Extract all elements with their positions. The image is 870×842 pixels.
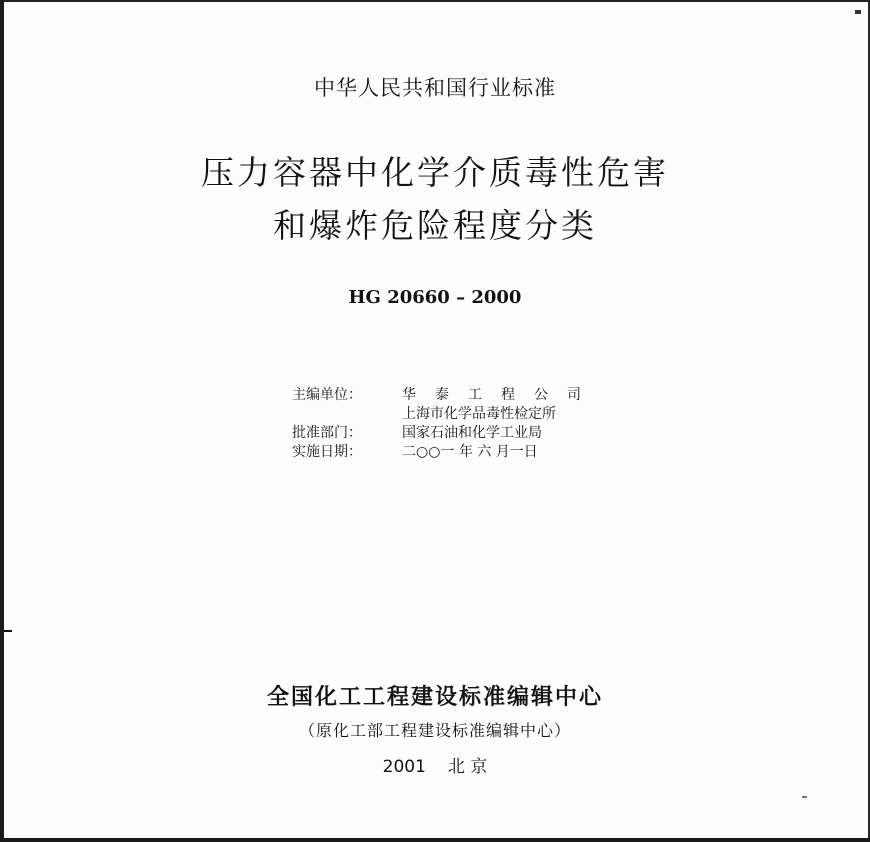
scan-speck-top (855, 10, 861, 14)
document-metadata (292, 386, 600, 462)
editor-label: 主编单位： (292, 387, 362, 403)
scan-edge-bottom (0, 838, 870, 842)
meta-row-effective (292, 443, 600, 462)
publication-city: 北 京 (447, 757, 488, 777)
editor-unit-1: 华泰工程公司 (402, 387, 600, 403)
scan-mark-left (4, 630, 12, 632)
document-title-line-2: 和爆炸危险程度分类 (273, 206, 597, 245)
approver-label: 批准部门： (292, 425, 362, 441)
scan-speck-bottom (802, 796, 807, 798)
standard-type-header: 中华人民共和国行业标准 (314, 76, 556, 100)
publication-place (0, 752, 870, 777)
publisher-name: 全国化工工程建设标准编辑中心 (266, 685, 603, 710)
scan-edge-left (0, 0, 4, 842)
effective-label: 实施日期： (292, 444, 362, 460)
meta-row-editor (292, 386, 600, 405)
scan-edge-top (0, 0, 870, 2)
publication-year: 2001 (382, 757, 426, 777)
editor-unit-2: 上海市化学品毒性检定所 (402, 406, 556, 422)
meta-row-editor-2 (292, 405, 600, 424)
meta-row-approver (292, 424, 600, 443)
approver-value: 国家石油和化学工业局 (402, 425, 542, 441)
document-title-line-1: 压力容器中化学介质毒性危害 (201, 153, 669, 192)
publisher-former-name: （原化工部工程建设标准编辑中心） (298, 721, 571, 740)
standard-code: HG 20660 – 2000 (348, 287, 522, 308)
effective-date: 二○○一 年 六 月一日 (402, 444, 538, 460)
meta-spacer (292, 405, 402, 424)
